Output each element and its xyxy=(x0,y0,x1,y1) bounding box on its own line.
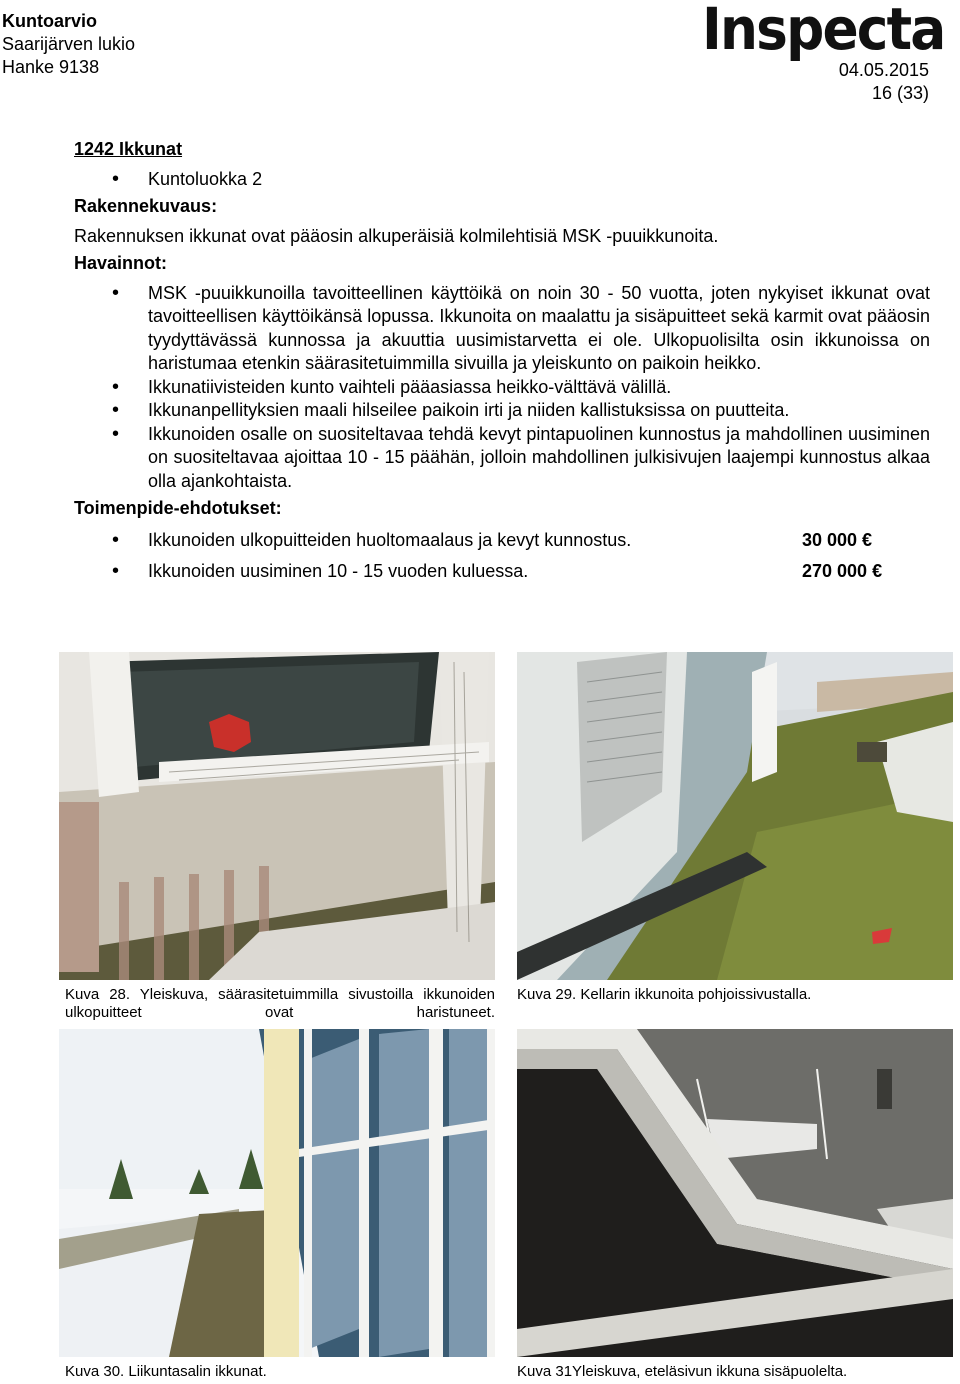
actions-heading: Toimenpide-ehdotukset: xyxy=(74,498,282,518)
observation-item: • MSK -puuikkunoilla tavoitteellinen käyttöikä on noin 30 - 50 vuotta, joten nykyiset ikkunat ovat tavoitteellisen käyttöikänsä lopussa. Ikkunoita on maalattu ja sisäpuitteet sekä karmit ovat pääosin tyydyttävässä kunnossa ja akuuttia uusimistarvetta ei ole. Ulkopuolisilta osin ikkunoissa on haristumaa etenkin säärasitetuimmilla sivuilla ja yleiskunto on paikoin heikko. xyxy=(74,282,930,376)
report-title: Kuntoarvio xyxy=(2,11,98,31)
photo-30-caption: Kuva 30. Liikuntasalin ikkunat. xyxy=(65,1363,267,1380)
observations-heading: Havainnot: xyxy=(74,253,168,273)
project-number: Hanke 9138 xyxy=(2,57,100,77)
action-item xyxy=(74,560,930,584)
photo-30 xyxy=(59,1029,495,1357)
section-content xyxy=(74,138,930,584)
photo-28 xyxy=(59,652,495,980)
photo-29 xyxy=(517,652,953,980)
actions-list xyxy=(74,529,930,584)
observation-item: • Ikkunatiivisteiden kunto vaihteli pääasiassa heikko-välttävä välillä. xyxy=(74,376,930,400)
action-label: • Ikkunoiden uusiminen 10 - 15 vuoden kuluessa. xyxy=(148,561,529,581)
document-header xyxy=(2,10,135,79)
action-price: 30 000 € xyxy=(802,529,873,550)
report-date: 04.05.2015 xyxy=(838,60,929,80)
condition-list xyxy=(74,168,930,192)
action-price: 270 000 € xyxy=(802,561,883,581)
observations-list xyxy=(74,282,930,494)
action-label: • Ikkunoiden ulkopuitteiden huoltomaalaus ja kevyt kunnostus. xyxy=(148,529,632,550)
description-heading: Rakennekuvaus: xyxy=(74,196,218,216)
observation-item: • Ikkunanpellityksien maali hilseilee paikoin irti ja niiden kallistuksissa on puutteita. xyxy=(74,399,930,423)
description-text: Rakennuksen ikkunat ovat pääosin alkuperäisiä kolmilehtisiä MSK -puuikkunoita. xyxy=(74,225,719,246)
action-item xyxy=(74,529,930,553)
section-title: 1242 Ikkunat xyxy=(74,139,183,159)
inspecta-logo: Inspecta xyxy=(702,0,945,63)
observation-item: • Ikkunoiden osalle on suositeltavaa tehdä kevyt pintapuolinen kunnostus ja mahdollinen uusiminen on suositeltavaa ajoittaa 10 - 15 päähän, jolloin mahdollinen julkisivujen laajempi kunnostus alkaa olla ajankohtaista. xyxy=(74,423,930,494)
photo-29-caption: Kuva 29. Kellarin ikkunoita pohjoissivustalla. xyxy=(517,986,812,1003)
page-number: 16 (33) xyxy=(871,83,929,103)
photo-31 xyxy=(517,1029,953,1357)
condition-item: • Kuntoluokka 2 xyxy=(74,168,930,192)
photo-28-caption: Kuva 28. Yleiskuva, säärasitetuimmilla sivustoilla ikkunoiden ulkopuitteet ovat haristuneet. xyxy=(65,986,495,1021)
school-name: Saarijärven lukio xyxy=(2,34,136,54)
photo-31-caption: Kuva 31Yleiskuva, eteläsivun ikkuna sisäpuolelta. xyxy=(517,1363,848,1380)
